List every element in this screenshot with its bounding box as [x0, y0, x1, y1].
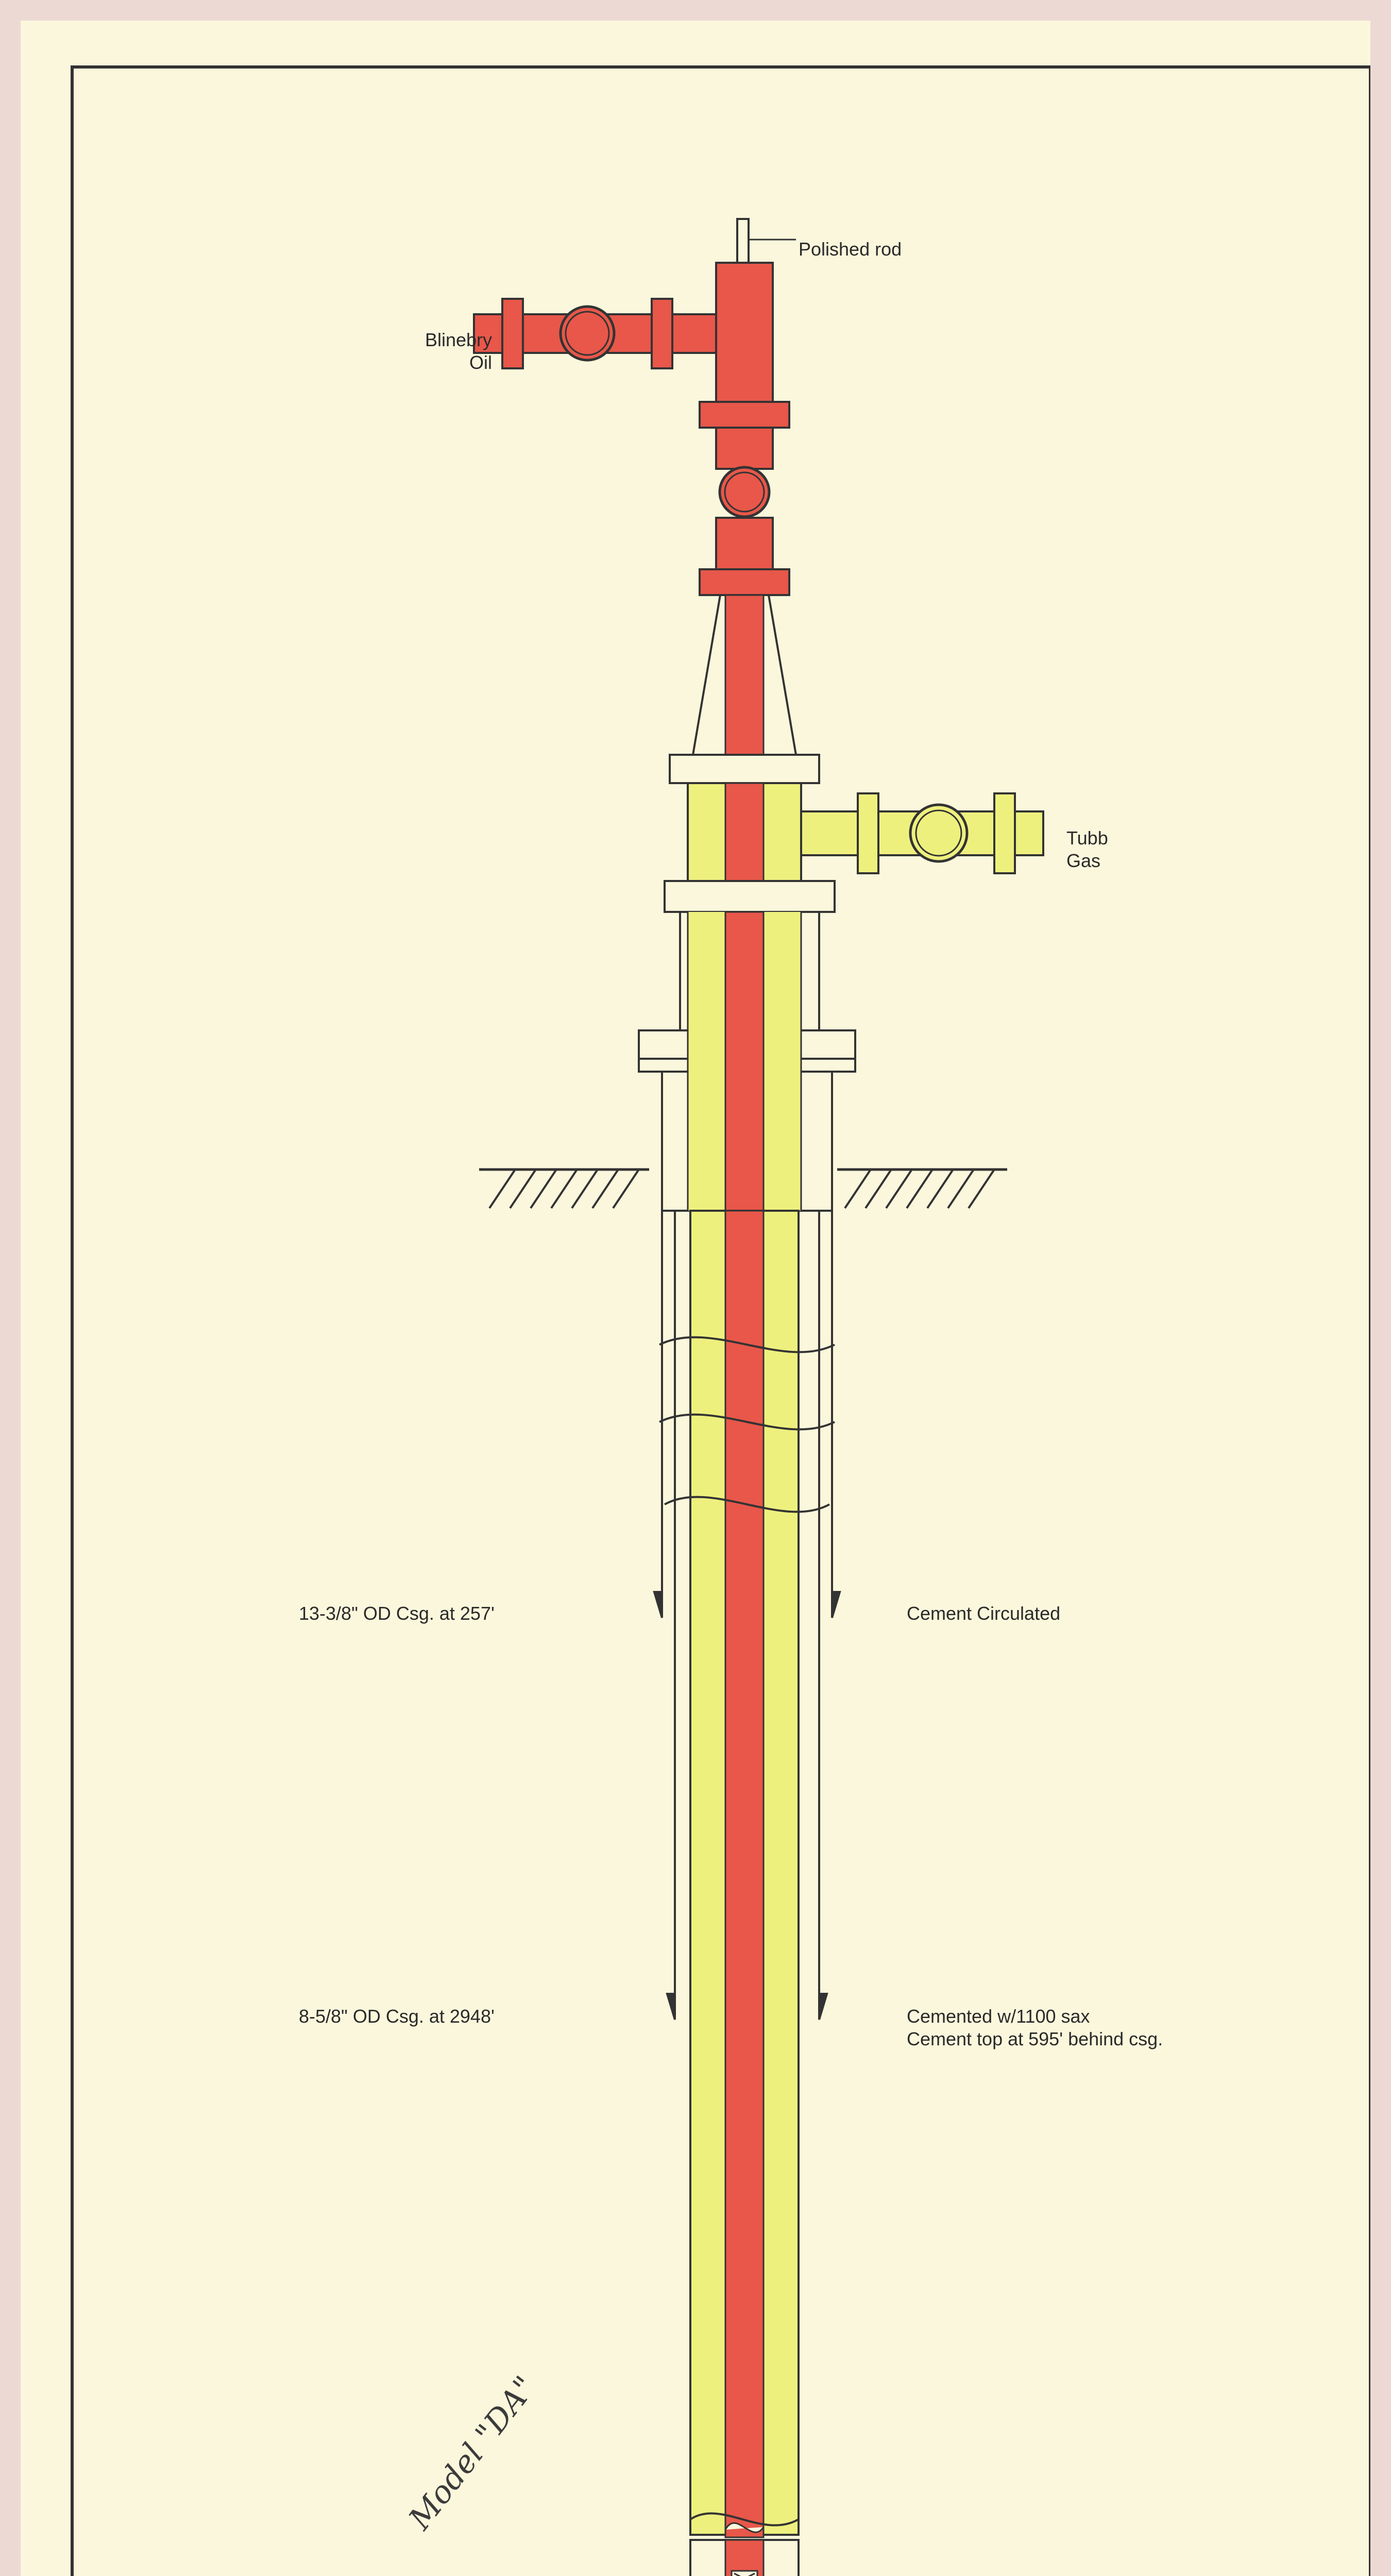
cemented-1100-label-line1: Cemented w/1100 sax — [907, 2006, 1090, 2027]
tubb-gas-label-line1: Tubb — [1066, 827, 1108, 849]
cemented-1100-label-line2: Cement top at 595' behind csg. — [907, 2028, 1163, 2049]
drawing-paper — [21, 21, 1370, 2576]
tubb-valve-icon — [910, 805, 967, 861]
blinebry-oil-label-line2: Oil — [469, 352, 492, 373]
csg-8-5-8-label: 8-5/8" OD Csg. at 2948' — [299, 2006, 495, 2027]
polished-rod-label: Polished rod — [799, 239, 902, 260]
blinebry-valve-icon — [561, 307, 614, 360]
tubb-gas-label-line2: Gas — [1066, 850, 1101, 871]
tubing-valve-icon — [720, 467, 769, 517]
polished-rod — [737, 219, 749, 263]
handwritten-model-da: Model "DA" — [402, 2369, 544, 2537]
tubing-head-upper — [716, 263, 773, 469]
wellbore-schematic — [21, 21, 1370, 2576]
csg-13-3-8-label: 13-3/8" OD Csg. at 257' — [299, 1603, 495, 1624]
wellhead-assembly — [474, 219, 1043, 1211]
production-tubing-upper — [725, 1211, 764, 2537]
got-circulating-valve — [732, 2571, 757, 2576]
blinebry-oil-label-line1: Blinebry — [425, 329, 492, 350]
cement-circulated-label: Cement Circulated — [907, 1603, 1061, 1624]
